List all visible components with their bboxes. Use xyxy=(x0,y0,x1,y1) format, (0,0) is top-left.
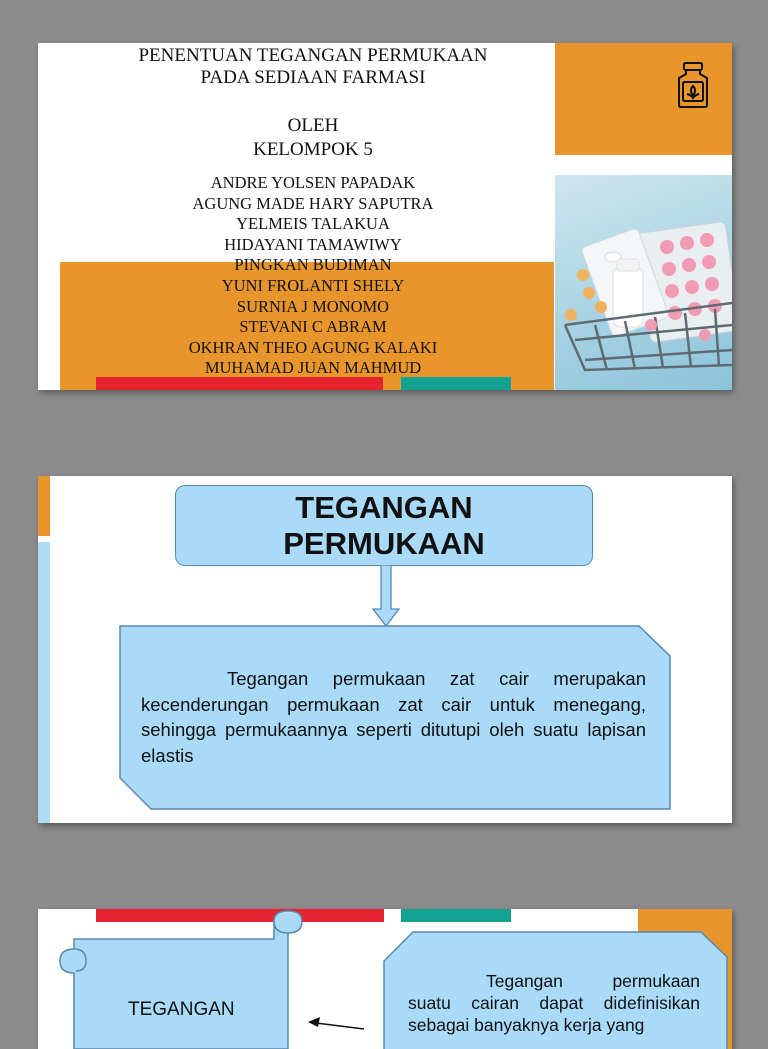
member-name: ANDRE YOLSEN PAPADAK xyxy=(210,173,416,192)
member-name: OKHRAN THEO AGUNG KALAKI xyxy=(188,337,438,357)
detail-text: Tegangan permukaan suatu cairan dapat didefinisikan sebagai banyaknya kerja yang xyxy=(408,971,700,1035)
teal-accent-bar xyxy=(401,377,511,390)
member-name: YELMEIS TALAKUA xyxy=(236,214,390,234)
title-slide-text xyxy=(38,45,588,379)
blue-side-strip xyxy=(38,542,50,823)
scroll-banner-label: TEGANGAN xyxy=(128,999,235,1020)
red-accent-bar xyxy=(96,377,383,390)
definition-text: Tegangan permukaan zat cair merupakan kecenderungan permukaan zat cair untuk menegang, sehingga permukaannya seperti ditutupi oleh suatu lapisan elastis xyxy=(141,668,646,766)
scroll-banner-shape xyxy=(58,909,304,1049)
member-name: AGUNG MADE HARY SAPUTRA xyxy=(192,193,434,213)
member-name: YUNI FROLANTI SHELY xyxy=(221,275,405,295)
member-name: HIDAYANI TAMAWIWY xyxy=(224,234,402,254)
definition-slide xyxy=(38,476,732,823)
down-arrow-icon xyxy=(372,565,400,627)
group-label: OLEH KELOMPOK 5 xyxy=(253,115,373,160)
title-slide xyxy=(38,43,732,390)
presentation-title: PENENTUAN TEGANGAN PERMUKAAN PADA SEDIAAN FARMASI xyxy=(138,45,488,88)
topic-title-box xyxy=(175,485,593,566)
member-name: SURNIA J MONOMO xyxy=(236,296,390,316)
member-name: PINGKAN BUDIMAN xyxy=(234,255,392,275)
orange-side-strip xyxy=(38,476,50,536)
teal-accent-bar xyxy=(401,909,511,922)
member-name: MUHAMAD JUAN MAHMUD xyxy=(204,358,422,378)
left-arrow-icon xyxy=(306,1013,366,1033)
detail-slide xyxy=(38,909,732,1049)
topic-title: TEGANGAN PERMUKAAN xyxy=(283,489,485,561)
medicine-jar-icon xyxy=(675,61,711,109)
member-name: STEVANI C ABRAM xyxy=(239,317,387,337)
member-list xyxy=(38,173,588,379)
